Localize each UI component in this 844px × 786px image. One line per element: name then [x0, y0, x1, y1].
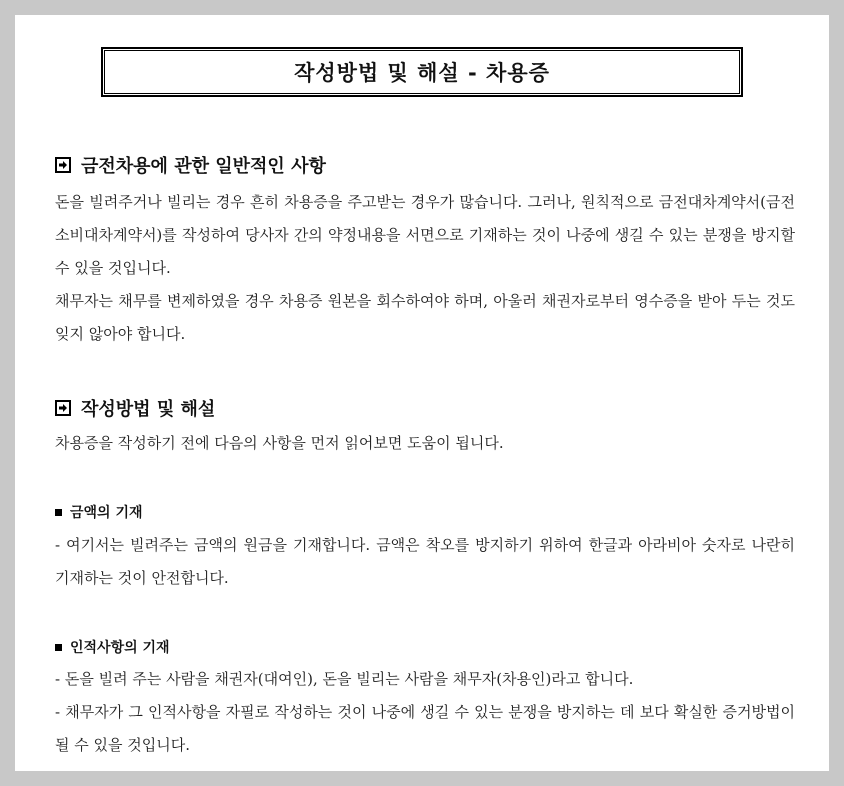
paragraph: - 채무자가 그 인적사항을 자필로 작성하는 것이 나중에 생길 수 있는 분쟁을 방지하는 데 보다 확실한 증거방법이 될 수 있을 것입니다.: [55, 703, 795, 754]
section-heading-text: 작성방법 및 해설: [81, 399, 216, 420]
paragraph: 돈을 빌려주거나 빌리는 경우 흔히 차용증을 주고받는 경우가 많습니다. 그러나, 원칙적으로 금전대차계약서(금전소비대차계약서)를 작성하여 당사자 간의 약정내용을 서면으로 기재하는 것이 나중에 생길 수 있는 분쟁을 방지할 수 있을 것입니다.: [55, 193, 795, 277]
page-title: 작성방법 및 해설 - 차용증: [294, 61, 550, 85]
arrow-right-box-icon: [55, 157, 71, 173]
arrow-right-box-icon: [55, 400, 71, 416]
bullet-square-icon: [55, 509, 62, 516]
title-box: [101, 47, 743, 97]
section-heading-text: 금전차용에 관한 일반적인 사항: [81, 156, 326, 177]
section1-body: [55, 186, 795, 351]
subheading-text: 인적사항의 기재: [70, 640, 170, 656]
subheading-personal-info: [55, 637, 170, 657]
document-page: [15, 15, 829, 771]
paragraph: - 돈을 빌려 주는 사람을 채권자(대여인), 돈을 빌리는 사람을 채무자(차용인)라고 합니다.: [55, 670, 634, 688]
paragraph: 채무자는 채무를 변제하였을 경우 차용증 원본을 회수하여야 하며, 아울러 채권자로부터 영수증을 받아 두는 것도 잊지 않아야 합니다.: [55, 292, 795, 343]
bullet-square-icon: [55, 644, 62, 651]
sub1-body: [55, 529, 795, 595]
paragraph: - 여기서는 빌려주는 금액의 원금을 기재합니다. 금액은 착오를 방지하기 위하여 한글과 아라비아 숫자로 나란히 기재하는 것이 안전합니다.: [55, 536, 795, 587]
section2-intro: [55, 427, 795, 460]
section-heading-general: [55, 152, 326, 178]
section-heading-method: [55, 395, 215, 421]
paragraph: 차용증을 작성하기 전에 다음의 사항을 먼저 읽어보면 도움이 됩니다.: [55, 434, 504, 452]
subheading-amount: [55, 502, 143, 522]
sub2-body: [55, 663, 795, 762]
subheading-text: 금액의 기재: [70, 505, 143, 521]
